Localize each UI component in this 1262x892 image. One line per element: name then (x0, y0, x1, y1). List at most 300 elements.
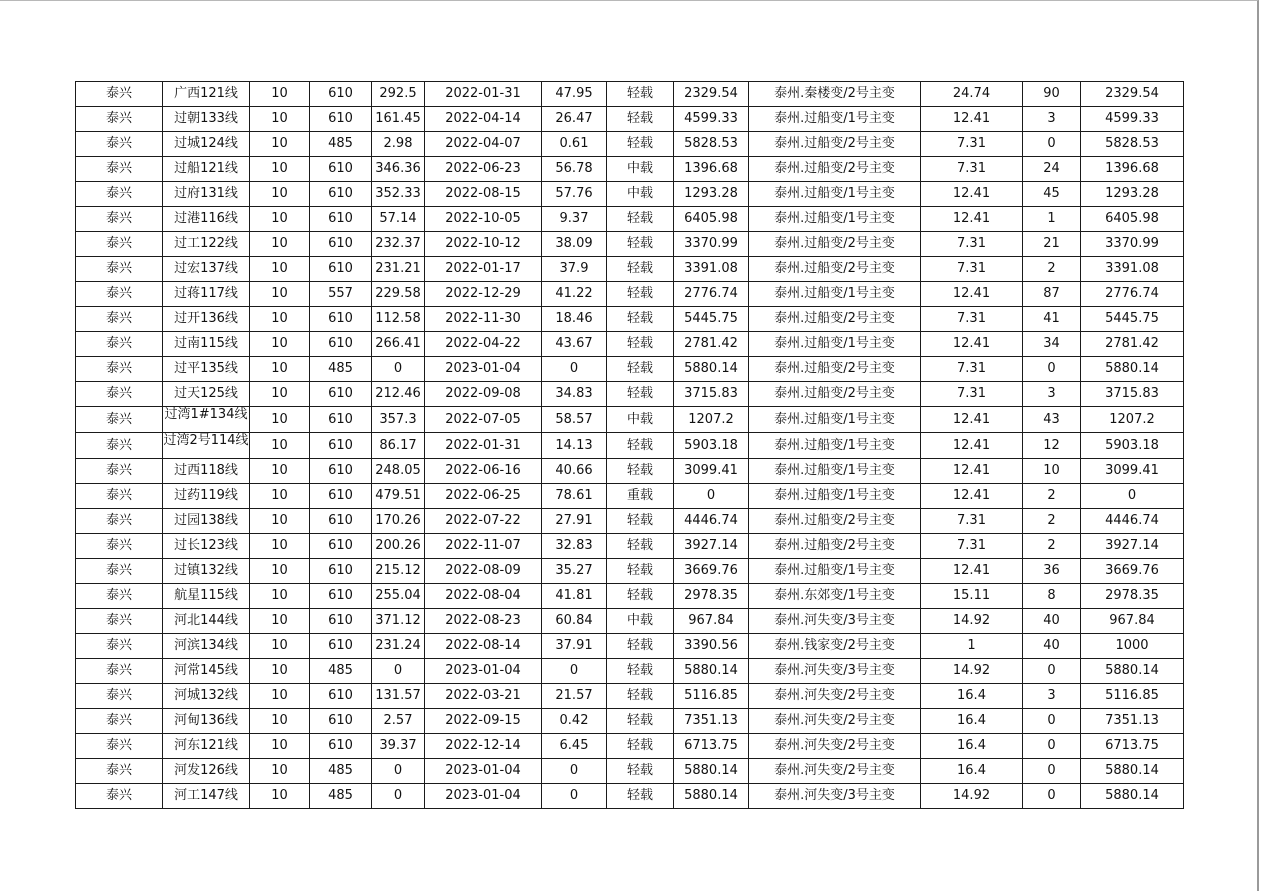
table-row (76, 157, 1184, 182)
load-status-cell: 轻载 (607, 107, 674, 132)
margin-cell: 1293.28 (674, 182, 749, 207)
load-status-cell: 轻载 (607, 559, 674, 584)
substation-cell: 泰州.河失变/3号主变 (749, 609, 921, 634)
county-cell: 泰兴 (76, 332, 163, 357)
available-cell: 5880.14 (1081, 659, 1184, 684)
load-status-cell: 中载 (607, 407, 674, 433)
line-name-cell: 河东121线 (163, 734, 250, 759)
county-cell: 泰兴 (76, 509, 163, 534)
table-row (76, 584, 1184, 609)
county-cell: 泰兴 (76, 132, 163, 157)
margin-cell: 7351.13 (674, 709, 749, 734)
load-cell: 0 (372, 759, 425, 784)
line-name-cell: 过平135线 (163, 357, 250, 382)
substation-cell: 泰州.河失变/3号主变 (749, 784, 921, 809)
load-status-cell: 轻载 (607, 634, 674, 659)
line-name-cell: 过湾2号114线 (163, 433, 250, 459)
load-status-cell: 轻载 (607, 584, 674, 609)
line-name-cell: 过宏137线 (163, 257, 250, 282)
county-cell: 泰兴 (76, 659, 163, 684)
date-cell: 2022-01-31 (425, 82, 542, 107)
capacity-cell: 610 (310, 609, 372, 634)
load-cell: 292.5 (372, 82, 425, 107)
count-cell: 0 (1023, 709, 1081, 734)
available-cell: 3669.76 (1081, 559, 1184, 584)
line-name-cell: 河发126线 (163, 759, 250, 784)
table-row (76, 282, 1184, 307)
load-rate-cell: 0.61 (542, 132, 607, 157)
load-cell: 212.46 (372, 382, 425, 407)
voltage-cell: 10 (250, 257, 310, 282)
margin-cell: 2776.74 (674, 282, 749, 307)
count-cell: 2 (1023, 257, 1081, 282)
voltage-cell: 10 (250, 534, 310, 559)
sub-value-cell: 7.31 (921, 357, 1023, 382)
line-name-cell: 过城124线 (163, 132, 250, 157)
substation-cell: 泰州.河失变/2号主变 (749, 684, 921, 709)
load-rate-cell: 0 (542, 357, 607, 382)
load-cell: 0 (372, 784, 425, 809)
capacity-cell: 557 (310, 282, 372, 307)
capacity-cell: 610 (310, 484, 372, 509)
substation-cell: 泰州.过船变/1号主变 (749, 484, 921, 509)
voltage-cell: 10 (250, 609, 310, 634)
load-cell: 170.26 (372, 509, 425, 534)
load-cell: 248.05 (372, 459, 425, 484)
substation-cell: 泰州.过船变/1号主变 (749, 332, 921, 357)
capacity-cell: 610 (310, 107, 372, 132)
count-cell: 10 (1023, 459, 1081, 484)
capacity-cell: 610 (310, 433, 372, 459)
capacity-cell: 485 (310, 659, 372, 684)
line-name-cell: 过蒋117线 (163, 282, 250, 307)
sub-value-cell: 15.11 (921, 584, 1023, 609)
sub-value-cell: 24.74 (921, 82, 1023, 107)
load-rate-cell: 18.46 (542, 307, 607, 332)
load-rate-cell: 43.67 (542, 332, 607, 357)
table-body (76, 82, 1184, 809)
date-cell: 2022-06-23 (425, 157, 542, 182)
load-rate-cell: 14.13 (542, 433, 607, 459)
load-status-cell: 轻载 (607, 759, 674, 784)
available-cell: 7351.13 (1081, 709, 1184, 734)
substation-cell: 泰州.过船变/2号主变 (749, 509, 921, 534)
sub-value-cell: 12.41 (921, 207, 1023, 232)
voltage-cell: 10 (250, 407, 310, 433)
capacity-cell: 610 (310, 332, 372, 357)
count-cell: 2 (1023, 509, 1081, 534)
load-cell: 215.12 (372, 559, 425, 584)
table-row (76, 634, 1184, 659)
date-cell: 2022-12-29 (425, 282, 542, 307)
load-cell: 357.3 (372, 407, 425, 433)
county-cell: 泰兴 (76, 484, 163, 509)
margin-cell: 5880.14 (674, 659, 749, 684)
available-cell: 5880.14 (1081, 357, 1184, 382)
load-rate-cell: 47.95 (542, 82, 607, 107)
margin-cell: 3099.41 (674, 459, 749, 484)
available-cell: 5445.75 (1081, 307, 1184, 332)
load-status-cell: 轻载 (607, 132, 674, 157)
margin-cell: 5880.14 (674, 357, 749, 382)
count-cell: 8 (1023, 584, 1081, 609)
substation-cell: 泰州.过船变/1号主变 (749, 282, 921, 307)
load-status-cell: 轻载 (607, 459, 674, 484)
margin-cell: 6713.75 (674, 734, 749, 759)
substation-cell: 泰州.过船变/1号主变 (749, 559, 921, 584)
load-rate-cell: 26.47 (542, 107, 607, 132)
substation-cell: 泰州.东郊变/1号主变 (749, 584, 921, 609)
load-status-cell: 轻载 (607, 433, 674, 459)
count-cell: 0 (1023, 357, 1081, 382)
date-cell: 2022-01-31 (425, 433, 542, 459)
line-name-cell: 过开136线 (163, 307, 250, 332)
margin-cell: 5903.18 (674, 433, 749, 459)
load-rate-cell: 35.27 (542, 559, 607, 584)
voltage-cell: 10 (250, 433, 310, 459)
date-cell: 2022-11-30 (425, 307, 542, 332)
load-cell: 231.21 (372, 257, 425, 282)
substation-cell: 泰州.河失变/2号主变 (749, 759, 921, 784)
load-cell: 255.04 (372, 584, 425, 609)
county-cell: 泰兴 (76, 734, 163, 759)
capacity-cell: 485 (310, 759, 372, 784)
load-cell: 352.33 (372, 182, 425, 207)
county-cell: 泰兴 (76, 759, 163, 784)
date-cell: 2022-08-04 (425, 584, 542, 609)
sub-value-cell: 14.92 (921, 659, 1023, 684)
voltage-cell: 10 (250, 509, 310, 534)
count-cell: 0 (1023, 659, 1081, 684)
load-status-cell: 轻载 (607, 382, 674, 407)
sub-value-cell: 16.4 (921, 709, 1023, 734)
load-status-cell: 轻载 (607, 282, 674, 307)
capacity-cell: 610 (310, 182, 372, 207)
date-cell: 2022-08-14 (425, 634, 542, 659)
margin-cell: 5116.85 (674, 684, 749, 709)
load-status-cell: 轻载 (607, 307, 674, 332)
load-rate-cell: 37.9 (542, 257, 607, 282)
capacity-cell: 485 (310, 784, 372, 809)
sub-value-cell: 7.31 (921, 534, 1023, 559)
substation-cell: 泰州.河失变/3号主变 (749, 659, 921, 684)
available-cell: 5880.14 (1081, 784, 1184, 809)
voltage-cell: 10 (250, 107, 310, 132)
load-status-cell: 中载 (607, 182, 674, 207)
sub-value-cell: 12.41 (921, 407, 1023, 433)
load-cell: 200.26 (372, 534, 425, 559)
voltage-cell: 10 (250, 759, 310, 784)
voltage-cell: 10 (250, 709, 310, 734)
count-cell: 0 (1023, 784, 1081, 809)
date-cell: 2022-04-14 (425, 107, 542, 132)
load-cell: 232.37 (372, 232, 425, 257)
margin-cell: 4599.33 (674, 107, 749, 132)
date-cell: 2022-06-25 (425, 484, 542, 509)
sub-value-cell: 12.41 (921, 459, 1023, 484)
line-name-cell: 广西121线 (163, 82, 250, 107)
sub-value-cell: 12.41 (921, 433, 1023, 459)
line-name-cell: 过港116线 (163, 207, 250, 232)
margin-cell: 4446.74 (674, 509, 749, 534)
table-row (76, 659, 1184, 684)
load-rate-cell: 37.91 (542, 634, 607, 659)
date-cell: 2023-01-04 (425, 784, 542, 809)
sub-value-cell: 7.31 (921, 307, 1023, 332)
capacity-cell: 610 (310, 157, 372, 182)
sub-value-cell: 7.31 (921, 382, 1023, 407)
available-cell: 4446.74 (1081, 509, 1184, 534)
county-cell: 泰兴 (76, 107, 163, 132)
county-cell: 泰兴 (76, 634, 163, 659)
margin-cell: 967.84 (674, 609, 749, 634)
line-name-cell: 过长123线 (163, 534, 250, 559)
voltage-cell: 10 (250, 382, 310, 407)
substation-cell: 泰州.过船变/1号主变 (749, 407, 921, 433)
table-row (76, 232, 1184, 257)
count-cell: 3 (1023, 382, 1081, 407)
sub-value-cell: 12.41 (921, 559, 1023, 584)
load-rate-cell: 41.81 (542, 584, 607, 609)
county-cell: 泰兴 (76, 207, 163, 232)
capacity-cell: 610 (310, 232, 372, 257)
table-row (76, 107, 1184, 132)
line-name-cell: 过药119线 (163, 484, 250, 509)
sub-value-cell: 12.41 (921, 282, 1023, 307)
voltage-cell: 10 (250, 584, 310, 609)
load-cell: 86.17 (372, 433, 425, 459)
voltage-cell: 10 (250, 132, 310, 157)
data-table (75, 81, 1184, 809)
substation-cell: 泰州.过船变/1号主变 (749, 207, 921, 232)
date-cell: 2022-04-22 (425, 332, 542, 357)
line-name-cell: 河甸136线 (163, 709, 250, 734)
load-cell: 479.51 (372, 484, 425, 509)
load-rate-cell: 38.09 (542, 232, 607, 257)
sub-value-cell: 12.41 (921, 107, 1023, 132)
line-name-cell: 过南115线 (163, 332, 250, 357)
line-name-cell: 过府131线 (163, 182, 250, 207)
line-name-cell: 过船121线 (163, 157, 250, 182)
line-name-cell: 过湾1#134线 (163, 407, 250, 433)
county-cell: 泰兴 (76, 232, 163, 257)
voltage-cell: 10 (250, 634, 310, 659)
load-rate-cell: 9.37 (542, 207, 607, 232)
capacity-cell: 610 (310, 382, 372, 407)
capacity-cell: 610 (310, 534, 372, 559)
table-row (76, 784, 1184, 809)
margin-cell: 3391.08 (674, 257, 749, 282)
table-row (76, 484, 1184, 509)
sub-value-cell: 12.41 (921, 182, 1023, 207)
margin-cell: 5880.14 (674, 759, 749, 784)
substation-cell: 泰州.钱家变/2号主变 (749, 634, 921, 659)
load-rate-cell: 0 (542, 759, 607, 784)
load-rate-cell: 0.42 (542, 709, 607, 734)
load-rate-cell: 34.83 (542, 382, 607, 407)
count-cell: 45 (1023, 182, 1081, 207)
capacity-cell: 610 (310, 559, 372, 584)
table-row (76, 307, 1184, 332)
county-cell: 泰兴 (76, 433, 163, 459)
date-cell: 2022-03-21 (425, 684, 542, 709)
voltage-cell: 10 (250, 82, 310, 107)
substation-cell: 泰州.秦楼变/2号主变 (749, 82, 921, 107)
load-status-cell: 轻载 (607, 684, 674, 709)
load-rate-cell: 0 (542, 659, 607, 684)
capacity-cell: 610 (310, 207, 372, 232)
margin-cell: 3390.56 (674, 634, 749, 659)
available-cell: 1396.68 (1081, 157, 1184, 182)
table-row (76, 709, 1184, 734)
county-cell: 泰兴 (76, 157, 163, 182)
count-cell: 0 (1023, 132, 1081, 157)
load-cell: 0 (372, 659, 425, 684)
sub-value-cell: 7.31 (921, 232, 1023, 257)
margin-cell: 3927.14 (674, 534, 749, 559)
available-cell: 1000 (1081, 634, 1184, 659)
table-row (76, 559, 1184, 584)
date-cell: 2022-06-16 (425, 459, 542, 484)
available-cell: 2781.42 (1081, 332, 1184, 357)
line-name-cell: 过朝133线 (163, 107, 250, 132)
load-rate-cell: 21.57 (542, 684, 607, 709)
available-cell: 5880.14 (1081, 759, 1184, 784)
table-row (76, 459, 1184, 484)
available-cell: 1293.28 (1081, 182, 1184, 207)
available-cell: 6713.75 (1081, 734, 1184, 759)
load-status-cell: 轻载 (607, 82, 674, 107)
line-name-cell: 过工122线 (163, 232, 250, 257)
substation-cell: 泰州.过船变/1号主变 (749, 107, 921, 132)
available-cell: 967.84 (1081, 609, 1184, 634)
line-name-cell: 过镇132线 (163, 559, 250, 584)
margin-cell: 3370.99 (674, 232, 749, 257)
load-rate-cell: 40.66 (542, 459, 607, 484)
margin-cell: 5445.75 (674, 307, 749, 332)
substation-cell: 泰州.过船变/2号主变 (749, 357, 921, 382)
count-cell: 87 (1023, 282, 1081, 307)
capacity-cell: 610 (310, 459, 372, 484)
capacity-cell: 610 (310, 709, 372, 734)
date-cell: 2022-07-22 (425, 509, 542, 534)
county-cell: 泰兴 (76, 584, 163, 609)
load-rate-cell: 0 (542, 784, 607, 809)
load-rate-cell: 60.84 (542, 609, 607, 634)
margin-cell: 1207.2 (674, 407, 749, 433)
load-status-cell: 轻载 (607, 207, 674, 232)
date-cell: 2023-01-04 (425, 659, 542, 684)
margin-cell: 5880.14 (674, 784, 749, 809)
voltage-cell: 10 (250, 684, 310, 709)
margin-cell: 2978.35 (674, 584, 749, 609)
count-cell: 3 (1023, 107, 1081, 132)
sub-value-cell: 16.4 (921, 759, 1023, 784)
sub-value-cell: 14.92 (921, 784, 1023, 809)
sub-value-cell: 7.31 (921, 157, 1023, 182)
sub-value-cell: 14.92 (921, 609, 1023, 634)
line-name-cell: 过天125线 (163, 382, 250, 407)
county-cell: 泰兴 (76, 459, 163, 484)
count-cell: 43 (1023, 407, 1081, 433)
county-cell: 泰兴 (76, 357, 163, 382)
county-cell: 泰兴 (76, 709, 163, 734)
load-cell: 346.36 (372, 157, 425, 182)
voltage-cell: 10 (250, 332, 310, 357)
table-row (76, 759, 1184, 784)
table-row (76, 534, 1184, 559)
county-cell: 泰兴 (76, 609, 163, 634)
load-rate-cell: 78.61 (542, 484, 607, 509)
load-status-cell: 重载 (607, 484, 674, 509)
margin-cell: 0 (674, 484, 749, 509)
voltage-cell: 10 (250, 157, 310, 182)
available-cell: 5828.53 (1081, 132, 1184, 157)
capacity-cell: 485 (310, 357, 372, 382)
load-cell: 266.41 (372, 332, 425, 357)
count-cell: 40 (1023, 634, 1081, 659)
county-cell: 泰兴 (76, 784, 163, 809)
substation-cell: 泰州.过船变/2号主变 (749, 132, 921, 157)
available-cell: 5903.18 (1081, 433, 1184, 459)
date-cell: 2022-08-09 (425, 559, 542, 584)
county-cell: 泰兴 (76, 82, 163, 107)
available-cell: 3370.99 (1081, 232, 1184, 257)
count-cell: 21 (1023, 232, 1081, 257)
voltage-cell: 10 (250, 734, 310, 759)
count-cell: 36 (1023, 559, 1081, 584)
load-cell: 2.57 (372, 709, 425, 734)
table-row (76, 82, 1184, 107)
voltage-cell: 10 (250, 282, 310, 307)
load-status-cell: 轻载 (607, 257, 674, 282)
capacity-cell: 610 (310, 257, 372, 282)
table-row (76, 207, 1184, 232)
date-cell: 2022-11-07 (425, 534, 542, 559)
load-rate-cell: 41.22 (542, 282, 607, 307)
available-cell: 3927.14 (1081, 534, 1184, 559)
table-row (76, 734, 1184, 759)
count-cell: 3 (1023, 684, 1081, 709)
voltage-cell: 10 (250, 182, 310, 207)
available-cell: 5116.85 (1081, 684, 1184, 709)
load-cell: 57.14 (372, 207, 425, 232)
table-row (76, 132, 1184, 157)
line-name-cell: 河城132线 (163, 684, 250, 709)
sub-value-cell: 7.31 (921, 257, 1023, 282)
county-cell: 泰兴 (76, 307, 163, 332)
load-status-cell: 轻载 (607, 357, 674, 382)
load-status-cell: 轻载 (607, 332, 674, 357)
substation-cell: 泰州.过船变/2号主变 (749, 157, 921, 182)
table-row (76, 509, 1184, 534)
voltage-cell: 10 (250, 307, 310, 332)
table-row (76, 433, 1184, 459)
load-cell: 161.45 (372, 107, 425, 132)
voltage-cell: 10 (250, 459, 310, 484)
load-cell: 0 (372, 357, 425, 382)
table-row (76, 182, 1184, 207)
available-cell: 6405.98 (1081, 207, 1184, 232)
count-cell: 40 (1023, 609, 1081, 634)
load-status-cell: 轻载 (607, 509, 674, 534)
date-cell: 2022-08-15 (425, 182, 542, 207)
table-row (76, 684, 1184, 709)
capacity-cell: 610 (310, 734, 372, 759)
available-cell: 2776.74 (1081, 282, 1184, 307)
substation-cell: 泰州.过船变/2号主变 (749, 382, 921, 407)
substation-cell: 泰州.过船变/2号主变 (749, 307, 921, 332)
